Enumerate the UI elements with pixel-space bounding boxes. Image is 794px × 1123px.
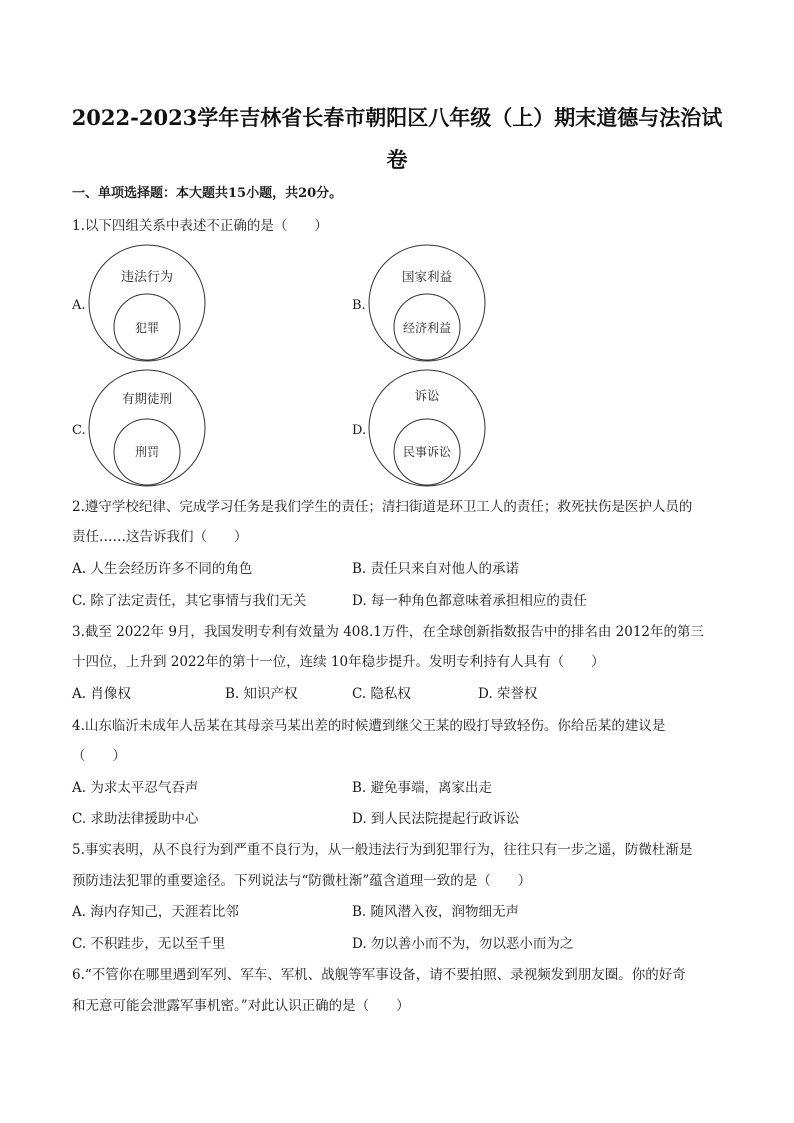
q5-option-c: C. 不积跬步，无以至千里 — [72, 936, 226, 952]
section-heading: 一、单项选择题：本大题共15小题，共20分。 — [72, 186, 343, 201]
q4-option-b: B. 避免事端，离家出走 — [352, 780, 493, 796]
question-2-stem-line2: 责任……这告诉我们（ ） — [72, 529, 248, 545]
q2-option-a: A. 人生会经历许多不同的角色 — [72, 561, 253, 577]
q3-option-c: C. 隐私权 — [352, 686, 411, 702]
question-4-stem-line1: 4.山东临沂未成年人岳某在其母亲马某出差的时候遭到继父王某的殴打导致轻伤。你给岳某的建议是 — [72, 718, 666, 734]
q4-option-d: D. 到人民法院提起行政诉讼 — [352, 811, 520, 827]
q1-option-c-letter: C. — [72, 423, 86, 438]
question-3-stem-line1: 3.截至 2022年 9月，我国发明专利有效量为 408.1万件，在全球创新指数报告中的排名由 2012年的第三 — [72, 624, 704, 640]
question-5-stem-line2: 预防违法犯罪的重要途径。下列说法与“防微杜渐”蕴含道理一致的是（ ） — [72, 873, 532, 889]
q2-option-b: B. 责任只来自对他人的承诺 — [352, 561, 520, 577]
question-6-stem-line2: 和无意可能会泄露军事机密。”对此认识正确的是（ ） — [72, 998, 410, 1014]
inner-label: 刑罚 — [134, 445, 160, 459]
outer-label: 违法行为 — [120, 270, 174, 285]
q4-option-a: A. 为求太平忍气吞声 — [72, 780, 199, 796]
q3-option-d: D. 荣誉权 — [478, 686, 538, 702]
exam-title-line1: 2022-2023学年吉林省长春市朝阳区八年级（上）期末道德与法治试 — [71, 105, 723, 130]
q1-option-b-letter: B. — [352, 298, 366, 313]
exam-title-line2: 卷 — [386, 147, 408, 172]
q5-option-d: D. 勿以善小而不为，勿以恶小而为之 — [352, 936, 574, 952]
inner-label: 民事诉讼 — [402, 445, 452, 459]
q3-option-a: A. 肖像权 — [72, 686, 131, 702]
question-1-stem: 1.以下四组关系中表述不正确的是（ ） — [72, 218, 328, 234]
venn-diagram-a — [89, 245, 205, 361]
q2-option-c: C. 除了法定责任，其它事情与我们无关 — [72, 593, 307, 609]
venn-diagram-d — [369, 370, 485, 486]
q2-option-d: D. 每一种角色都意味着承担相应的责任 — [352, 593, 587, 609]
question-4-stem-line2: （ ） — [72, 748, 126, 764]
outer-label: 诉讼 — [414, 388, 440, 403]
question-2-stem-line1: 2.遵守学校纪律、完成学习任务是我们学生的责任；清扫街道是环卫工人的责任；救死扶伤是医护人员的 — [72, 499, 693, 515]
outer-circle — [89, 245, 205, 361]
outer-circle — [89, 370, 205, 486]
outer-circle — [369, 245, 485, 361]
q1-venn-diagrams — [0, 0, 794, 500]
question-6-stem-line1: 6.“不管你在哪里遇到军列、军车、军机、战舰等军事设备，请不要拍照、录视频发到朋友圈。你的好奇 — [72, 967, 686, 983]
venn-diagram-b — [369, 245, 485, 361]
question-5-stem-line1: 5.事实表明，从不良行为到严重不良行为，从一般违法行为到犯罪行为，往往只有一步之遥，防微杜渐是 — [72, 842, 693, 858]
q3-option-b: B. 知识产权 — [225, 686, 298, 702]
question-3-stem-line2: 十四位，上升到 2022年的第十一位，连续 10年稳步提升。发明专利持有人具有（ ） — [72, 654, 605, 670]
q4-option-c: C. 求助法律援助中心 — [72, 811, 199, 827]
q5-option-a: A. 海内存知己，天涯若比邻 — [72, 904, 239, 920]
q1-option-d-letter: D. — [352, 423, 367, 438]
inner-label: 经济利益 — [402, 321, 452, 335]
venn-diagram-c — [89, 370, 205, 486]
inner-label: 犯罪 — [134, 321, 160, 335]
q1-option-a-letter: A. — [72, 298, 86, 313]
outer-label: 有期徒刑 — [121, 391, 173, 406]
outer-label: 国家利益 — [401, 269, 453, 284]
q5-option-b: B. 随风潜入夜，润物细无声 — [352, 904, 520, 920]
